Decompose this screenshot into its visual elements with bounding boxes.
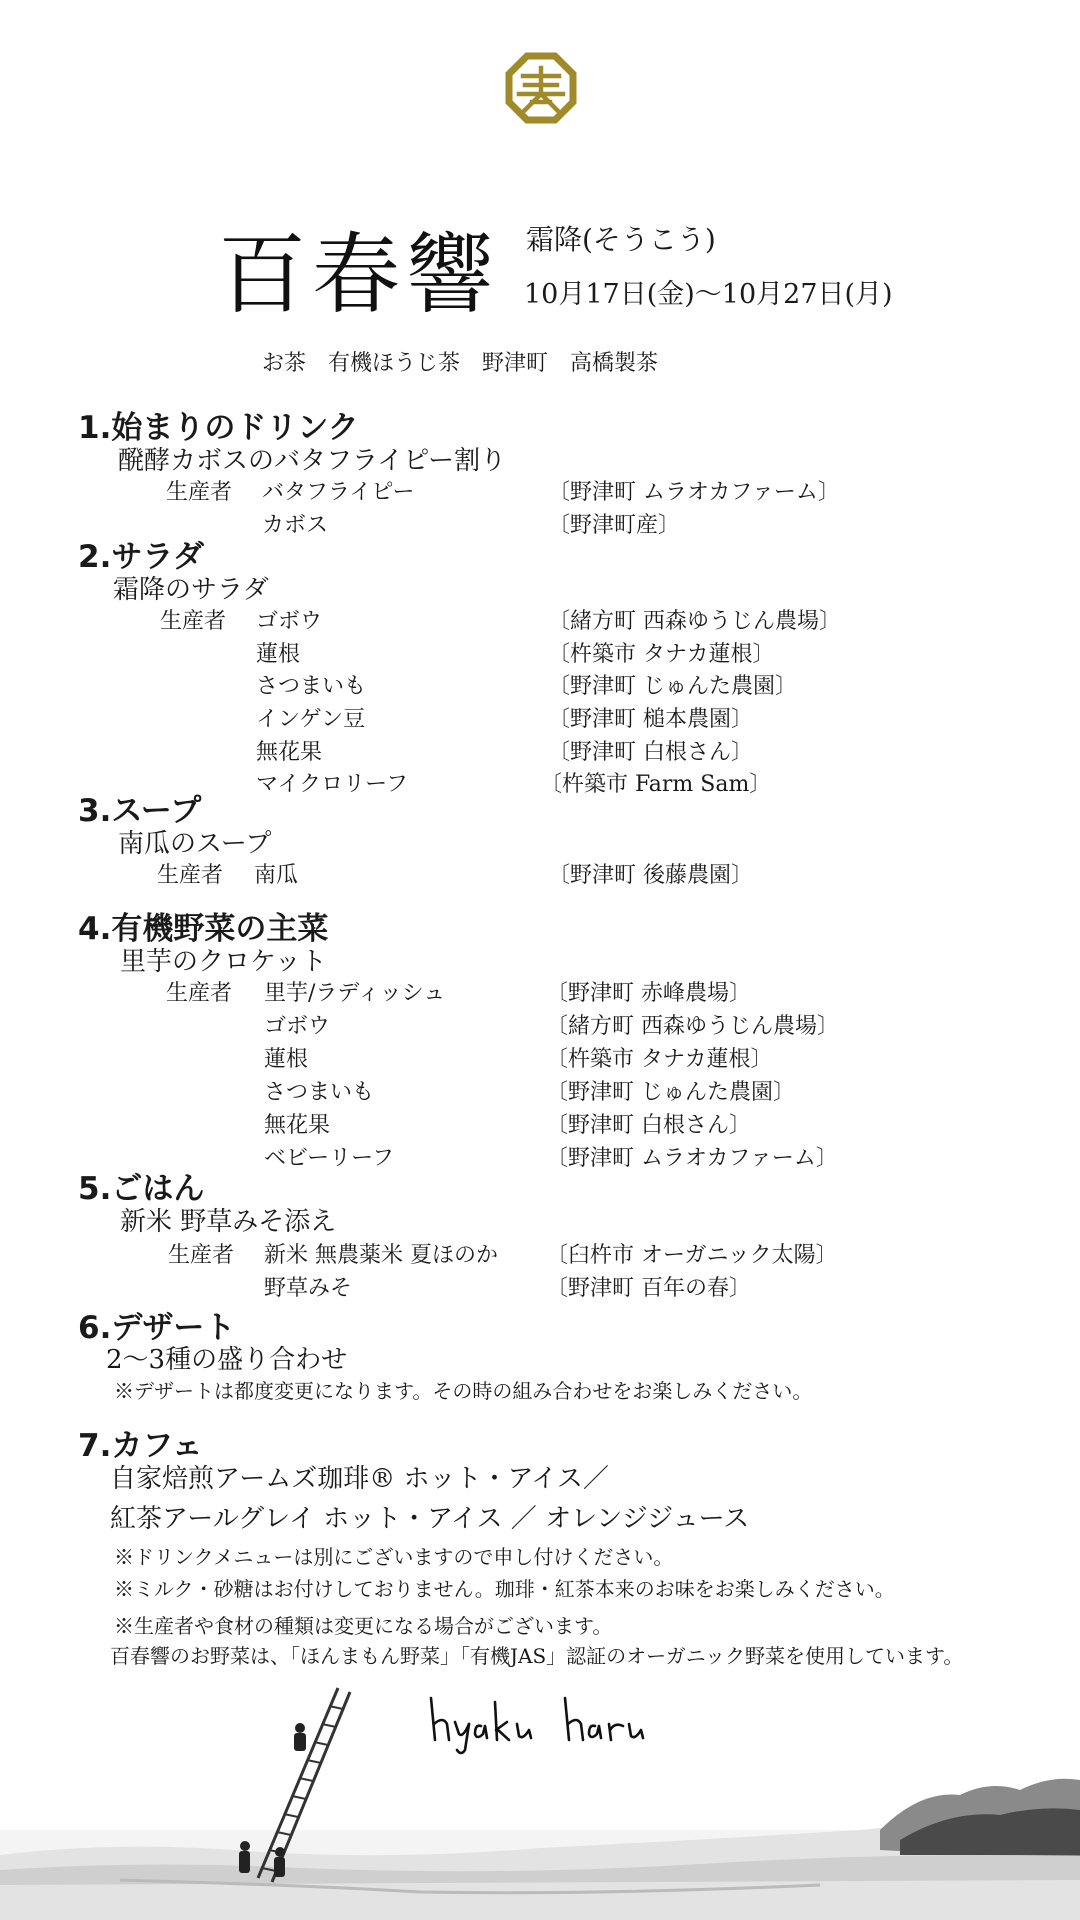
- ingredient-source: 〔野津町 ムラオカファーム〕: [546, 1146, 838, 1171]
- ingredient-item: 蓮根: [264, 1047, 309, 1072]
- ingredient-item: 無花果: [256, 740, 323, 765]
- ingredient-item: カボス: [262, 513, 329, 538]
- ingredient-source: 〔野津町 赤峰農場〕: [546, 981, 751, 1006]
- notice: ※ミルク・砂糖はお付けしておりません。珈琲・紅茶本来のお味をお楽しみください。: [114, 1577, 895, 1601]
- ingredient-item: 蓮根: [256, 642, 301, 667]
- logo-seal-icon: [505, 52, 577, 124]
- ingredient-item: 南瓜: [254, 863, 299, 888]
- ingredient-item: さつまいも: [264, 1080, 375, 1105]
- producer-label: 生産者: [168, 1243, 235, 1268]
- producer-label: 生産者: [166, 981, 233, 1006]
- ingredient-item: ゴボウ: [264, 1014, 331, 1039]
- producer-label: 生産者: [157, 863, 224, 888]
- cafe-line: 自家焙煎アームズ珈琲® ホット・アイス／: [110, 1464, 609, 1494]
- organic-statement: 百春響のお野菜は、「ほんまもん野菜」「有機JAS」認証のオーガニック野菜を使用しています。: [110, 1644, 964, 1668]
- dish-name: 醗酵カボスのバタフライピー割り: [118, 446, 507, 476]
- ingredient-source: 〔野津町 白根さん〕: [548, 740, 753, 765]
- notice: ※生産者や食材の種類は変更になる場合がございます。: [114, 1614, 613, 1638]
- ingredient-source: 〔野津町 ムラオカファーム〕: [548, 480, 840, 505]
- date-range: 10月17日(金)〜10月27日(月): [524, 279, 893, 310]
- ingredient-source: 〔緒方町 西森ゆうじん農場〕: [546, 1014, 839, 1039]
- ingredient-item: ゴボウ: [256, 609, 323, 634]
- ingredient-source: 〔野津町 百年の春〕: [546, 1276, 751, 1301]
- ingredient-item: 野草みそ: [264, 1276, 353, 1301]
- ingredient-source: 〔野津町 槌本農園〕: [548, 707, 753, 732]
- ingredient-source: 〔野津町 白根さん〕: [546, 1113, 751, 1138]
- ink-landscape-illustration: [0, 1680, 1080, 1920]
- ingredient-item: インゲン豆: [256, 707, 366, 732]
- cafe-line: 紅茶アールグレイ ホット・アイス ／ オレンジジュース: [110, 1504, 750, 1534]
- dish-name: 里芋のクロケット: [120, 947, 327, 977]
- ingredient-source: 〔杵築市 タナカ蓮根〕: [548, 642, 775, 667]
- section-title-salad: 2.サラダ: [78, 539, 205, 575]
- dish-name: 南瓜のスープ: [118, 829, 272, 859]
- ingredient-source: 〔野津町産〕: [548, 513, 681, 538]
- section-title-main: 4.有機野菜の主菜: [78, 911, 329, 947]
- section-title-drink: 1.始まりのドリンク: [78, 410, 359, 446]
- section-title-cafe: 7.カフェ: [78, 1428, 203, 1464]
- ingredient-source: 〔緒方町 西森ゆうじん農場〕: [548, 609, 841, 634]
- season-name: 霜降(そうこう): [526, 223, 716, 256]
- ingredient-item: 新米 無農薬米 夏ほのか: [264, 1243, 498, 1268]
- dish-name: 2〜3種の盛り合わせ: [106, 1345, 348, 1375]
- ingredient-source: 〔杵築市 Farm Sam〕: [540, 772, 772, 797]
- ingredient-item: バタフライピー: [262, 480, 415, 505]
- section-title-dessert: 6.デザート: [78, 1310, 236, 1346]
- ingredient-source: 〔野津町 後藤農園〕: [548, 863, 753, 888]
- ingredient-item: 無花果: [264, 1113, 331, 1138]
- brand-title: 百春響: [218, 223, 501, 326]
- dessert-note: ※デザートは都度変更になります。その時の組み合わせをお楽しみください。: [114, 1379, 813, 1403]
- ingredient-source: 〔野津町 じゅんた農園〕: [548, 674, 797, 699]
- ingredient-item: 里芋/ラディッシュ: [264, 981, 446, 1006]
- notice: ※ドリンクメニューは別にございますので申し付けください。: [114, 1545, 674, 1569]
- dish-name: 霜降のサラダ: [113, 575, 269, 605]
- section-title-soup: 3.スープ: [78, 793, 202, 829]
- ingredient-source: 〔杵築市 タナカ蓮根〕: [546, 1047, 773, 1072]
- tea-line: お茶 有機ほうじ茶 野津町 高橋製茶: [262, 351, 659, 376]
- producer-label: 生産者: [166, 480, 233, 505]
- section-title-rice: 5.ごはん: [78, 1171, 205, 1207]
- ingredient-source: 〔臼杵市 オーガニック太陽〕: [546, 1243, 838, 1268]
- ingredient-item: マイクロリーフ: [256, 772, 409, 797]
- dish-name: 新米 野草みそ添え: [120, 1207, 337, 1237]
- producer-label: 生産者: [160, 609, 227, 634]
- ingredient-item: ベビーリーフ: [264, 1146, 395, 1171]
- ingredient-item: さつまいも: [256, 674, 367, 699]
- ingredient-source: 〔野津町 じゅんた農園〕: [546, 1080, 795, 1105]
